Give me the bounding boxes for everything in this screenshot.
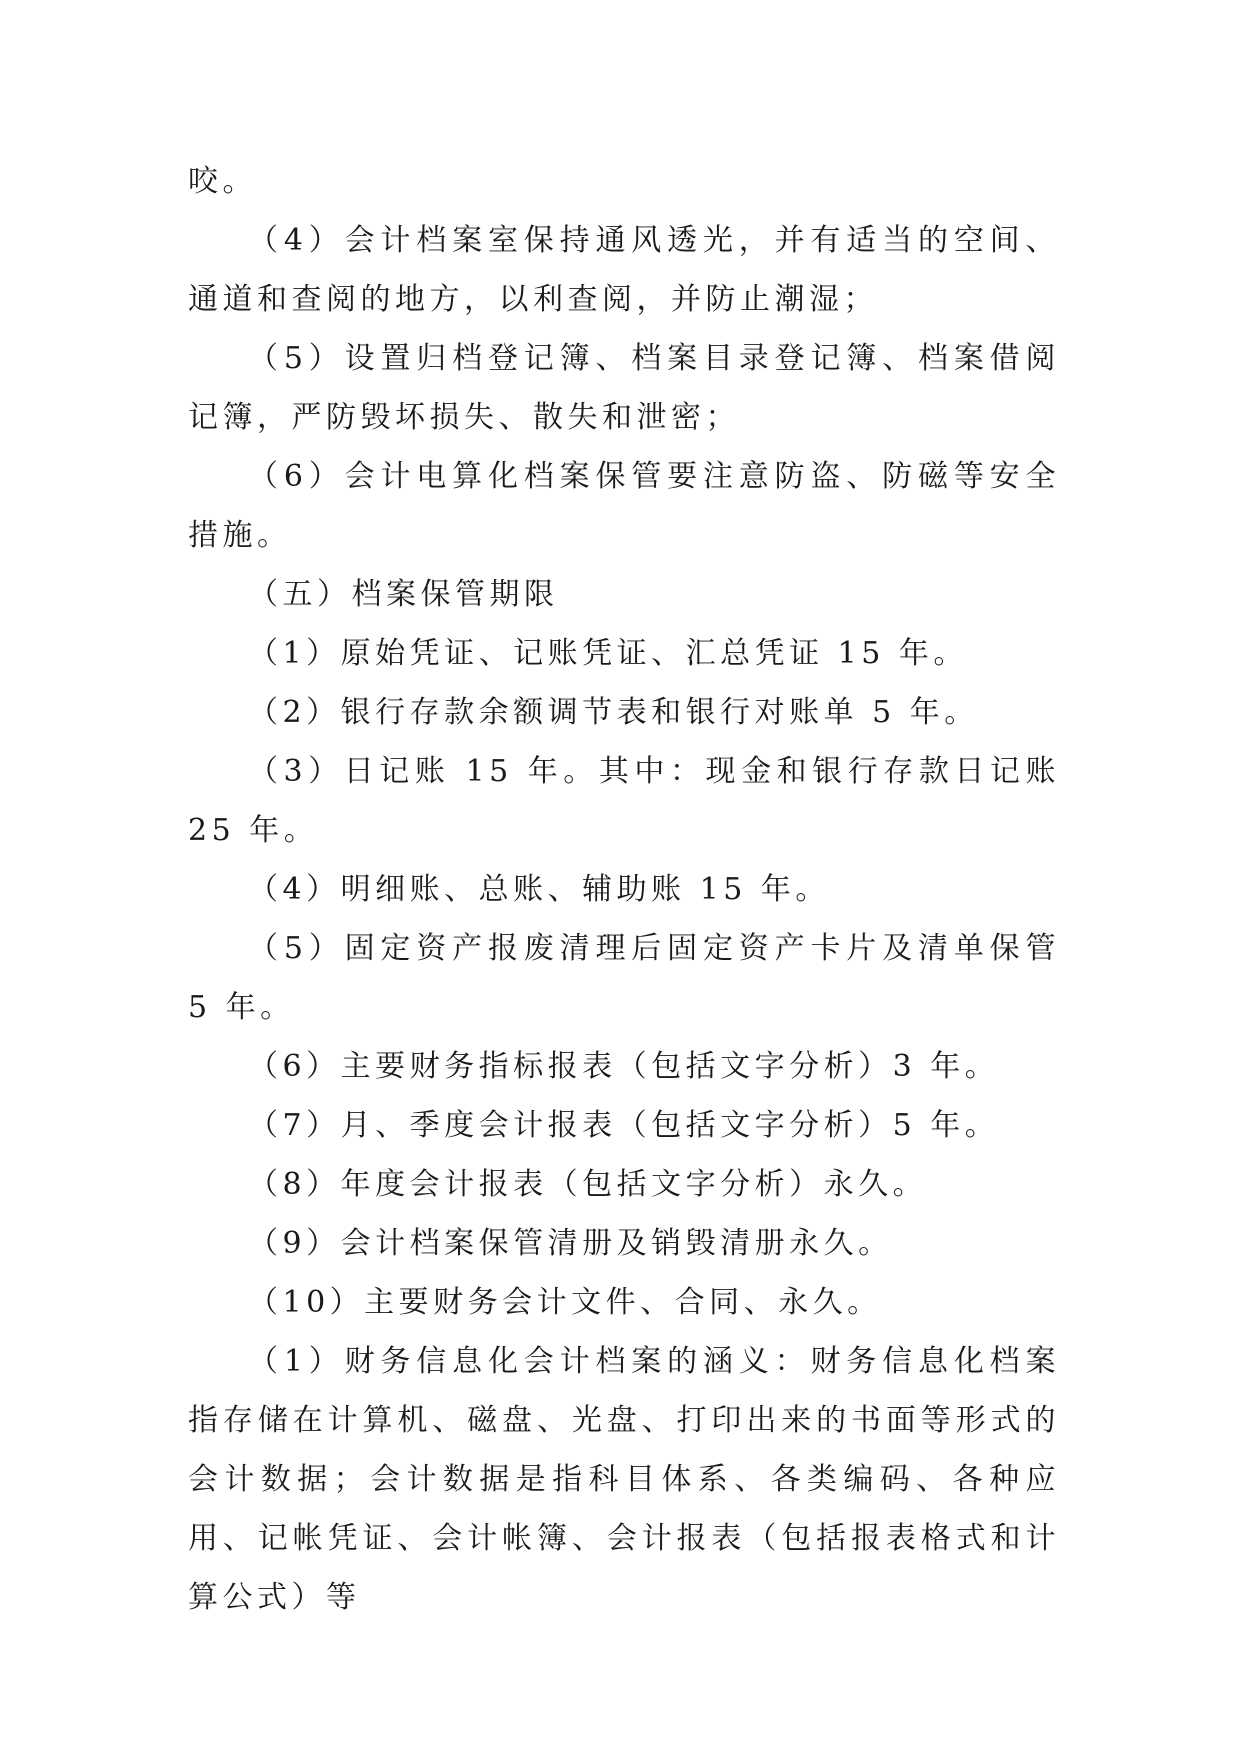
- retention-item-financial-indicators: （6）主要财务指标报表（包括文字分析）3 年。: [248, 1049, 1000, 1084]
- retention-item-annual-reports: （8）年度会计报表（包括文字分析）永久。: [248, 1167, 928, 1202]
- section-heading-retention-period: （五）档案保管期限: [248, 577, 559, 612]
- retention-item-archive-registers: （9）会计档案保管清册及销毁清册永久。: [248, 1226, 893, 1261]
- paragraph-computerized-archive-security: （6）会计电算化档案保管要注意防盗、防磁等安全措施。: [188, 459, 1060, 553]
- paragraph-it-archive-definition: （1）财务信息化会计档案的涵义：财务信息化档案指存储在计算机、磁盘、光盘、打印出来的书面等形式的会计数据；会计数据是指科目体系、各类编码、各种应用、记帐凭证、会计帐簿、会计报表（包括报表格式和计算公式）等: [188, 1344, 1060, 1615]
- retention-item-ledgers: （4）明细账、总账、辅助账 15 年。: [248, 872, 830, 907]
- paragraph-registers: （5）设置归档登记簿、档案目录登记簿、档案借阅记簿，严防毁坏损失、散失和泄密；: [188, 341, 1060, 435]
- paragraph-continuation: 咬。: [188, 164, 257, 199]
- retention-item-journals: （3）日记账 15 年。其中：现金和银行存款日记账 25 年。: [188, 754, 1060, 848]
- paragraph-archive-room-ventilation: （4）会计档案室保持通风透光，并有适当的空间、通道和查阅的地方，以利查阅，并防止潮湿；: [188, 223, 1060, 317]
- retention-item-fixed-assets: （5）固定资产报废清理后固定资产卡片及清单保管 5 年。: [188, 931, 1060, 1025]
- retention-item-monthly-quarterly-reports: （7）月、季度会计报表（包括文字分析）5 年。: [248, 1108, 1000, 1143]
- retention-item-bank-reconciliation: （2）银行存款余额调节表和银行对账单 5 年。: [248, 695, 979, 730]
- retention-item-contracts: （10）主要财务会计文件、合同、永久。: [248, 1285, 882, 1320]
- document-body: [188, 152, 1060, 1627]
- retention-item-vouchers: （1）原始凭证、记账凭证、汇总凭证 15 年。: [248, 636, 968, 671]
